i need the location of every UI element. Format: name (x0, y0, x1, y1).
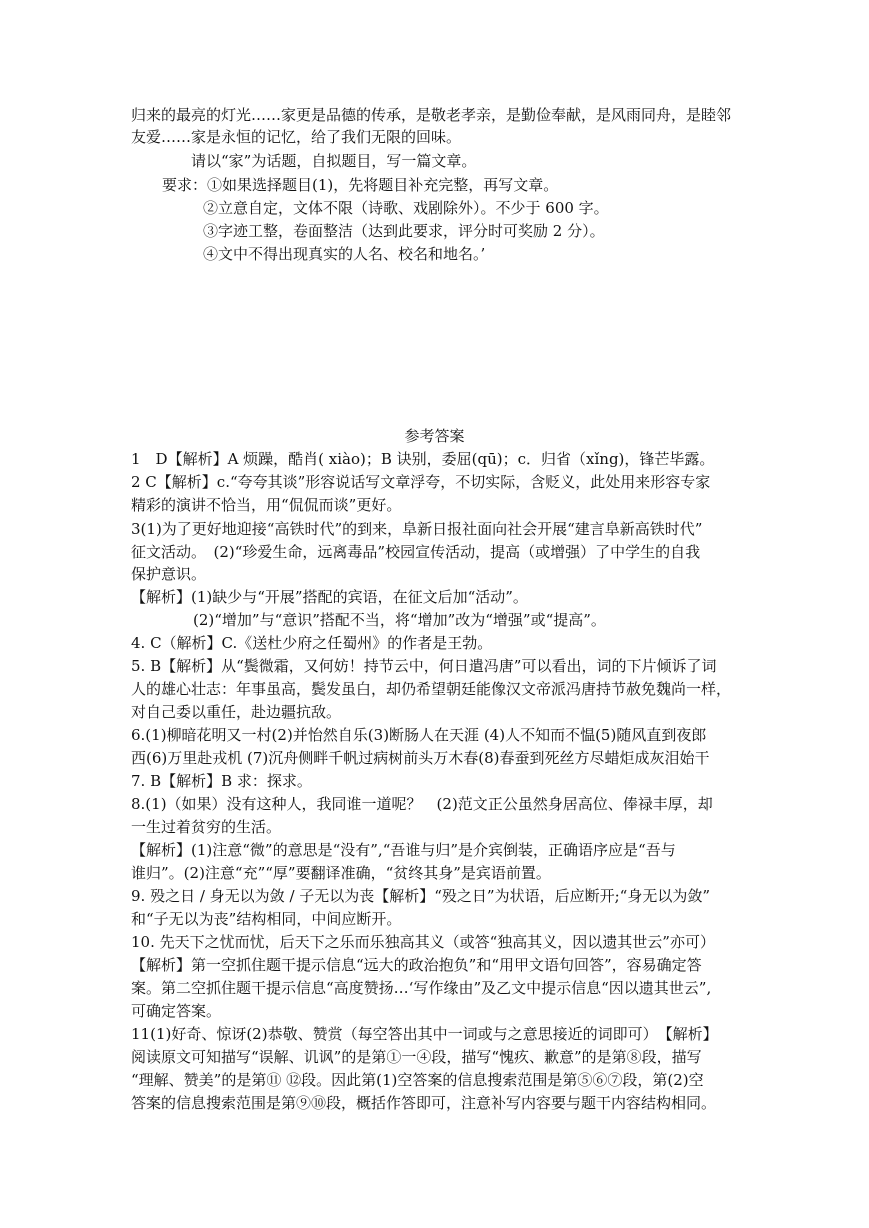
analysis-line: 可确定答案。 (131, 1002, 222, 1020)
analysis-line: 案。第二空抓住题干提示信息“高度赞扬…‘写作缘由”及乙文中提示信息“因以遗其世云”, (131, 979, 712, 997)
answer-line: 和“子无以为丧”结构相同，中间应断开。 (131, 910, 402, 928)
analysis-line: 谁归”。(2)注意“充”“厚”要翻译准确，“贫终其身”是宾语前置。 (131, 864, 551, 882)
answer-line: 9. 殁之日 / 身无以为敛 / 子无以为丧【解析】“殁之日”为状语，后应断开;“身无以为敛” (131, 887, 710, 905)
analysis-line: “理解、赞美”的是第⑪ ⑫段。因此第(1)空答案的信息搜索范围是第⑤⑥⑦段，第(2)空 (131, 1071, 704, 1089)
answer-line: 2 C【解析】c.“夸夸其谈”形容说话写文章浮夸，不切实际，含贬义，此处用来形容专家 (131, 473, 711, 491)
analysis-line: (2)“增加”与“意识”搭配不当，将“增加”改为“增强”或“提高”。 (193, 611, 606, 629)
prompt-line: 归来的最亮的灯光……家更是品德的传承，是敬老孝亲，是勤俭奉献，是风雨同舟，是睦邻 (131, 106, 732, 124)
prompt-instruction: 请以“家”为话题，自拟题目，写一篇文章。 (191, 152, 477, 170)
answer-line: 10. 先天下之忧而忧，后天下之乐而乐独高其义（或答“独高其义，因以遗其世云”亦可） (131, 933, 715, 951)
answer-line: 精彩的演讲不恰当，用“侃侃而谈”更好。 (131, 496, 402, 514)
analysis-line: 【解析】(1)注意“微”的意思是“没有”,“吾谁与归”是介宾倒装，正确语序应是“吾与 (131, 841, 676, 859)
answer-line: 一生过着贫穷的生活。 (131, 818, 282, 836)
analysis-line: 【解析】(1)缺少与“开展”搭配的宾语，在征文后加“活动”。 (131, 588, 528, 606)
requirements-line: ②立意自定，文体不限（诗歌、戏剧除外）。不少于 600 字。 (203, 199, 609, 217)
requirements-line: ④文中不得出现真实的人名、校名和地名。’ (203, 245, 486, 263)
analysis-line: 答案的信息搜索范围是第⑨⑩段，概括作答即可，注意补写内容要与题干内容结构相同。 (131, 1094, 717, 1112)
answer-line: 人的雄心壮志：年事虽高，鬓发虽白，却仍希望朝廷能像汉文帝派冯唐持节赦免魏尚一样， (131, 680, 732, 698)
answer-line: 5. B【解析】从“鬓微霜，又何妨！持节云中，何日遣冯唐”可以看出，词的下片倾诉了词 (131, 657, 717, 675)
answer-title: 参考答案 (404, 427, 465, 445)
answer-line: 西(6)万里赴戎机 (7)沉舟侧畔千帆过病树前头万木春(8)春蚕到死丝方尽蜡炬成灰泪始干 (131, 749, 710, 767)
answer-line: 保护意识。 (131, 565, 207, 583)
answer-line: 征文活动。 (2)“珍爱生命，远离毒品”校园宣传活动，提高（或增强）了中学生的自我 (131, 543, 701, 561)
analysis-line: 阅读原文可知描写“误解、讥讽”的是第①一④段，描写“愧疚、歉意”的是第⑧段，描写 (131, 1048, 702, 1066)
answer-line: 11(1)好奇、惊讶(2)恭敬、赞赏（每空答出其中一词或与之意思接近的词即可） 【解析】 (131, 1025, 718, 1043)
answer-line: 3(1)为了更好地迎接“高铁时代”的到来，阜新日报社面向社会开展“建言阜新高铁时代” (131, 520, 703, 538)
requirements-line: 要求：①如果选择题目(1)，先将题目补充完整，再写文章。 (162, 176, 559, 194)
answer-line: 4. C（解析】C.《送杜少府之任蜀州》的作者是王勃。 (131, 634, 493, 652)
answer-line: 7. B【解析】B 求：探求。 (131, 772, 312, 790)
requirements-line: ③字迹工整，卷面整洁（达到此要求，评分时可奖励 2 分）。 (203, 222, 605, 240)
answer-line: 对自己委以重任，赴边疆抗敌。 (131, 703, 342, 721)
analysis-line: 【解析】第一空抓住题干提示信息“远大的政治抱负”和“用甲文语句回答”，容易确定答 (131, 956, 702, 974)
prompt-line: 友爱……家是永恒的记忆，给了我们无限的回味。 (131, 128, 462, 146)
answer-line: 1 D【解析】A 烦躁，酷肖( xiào)；B 诀别，委屈(qū)；c．归省（xǐng)，锋芒毕露。 (131, 450, 715, 468)
answer-line: 6.(1)柳暗花明又一村(2)并怡然自乐(3)断肠人在天涯 (4)人不知而不愠(5)随风直到夜郎 (131, 726, 707, 744)
answer-line: 8.(1)（如果）没有这种人，我同谁一道呢？ (2)范文正公虽然身居高位、俸禄丰厚，却 (131, 795, 713, 813)
